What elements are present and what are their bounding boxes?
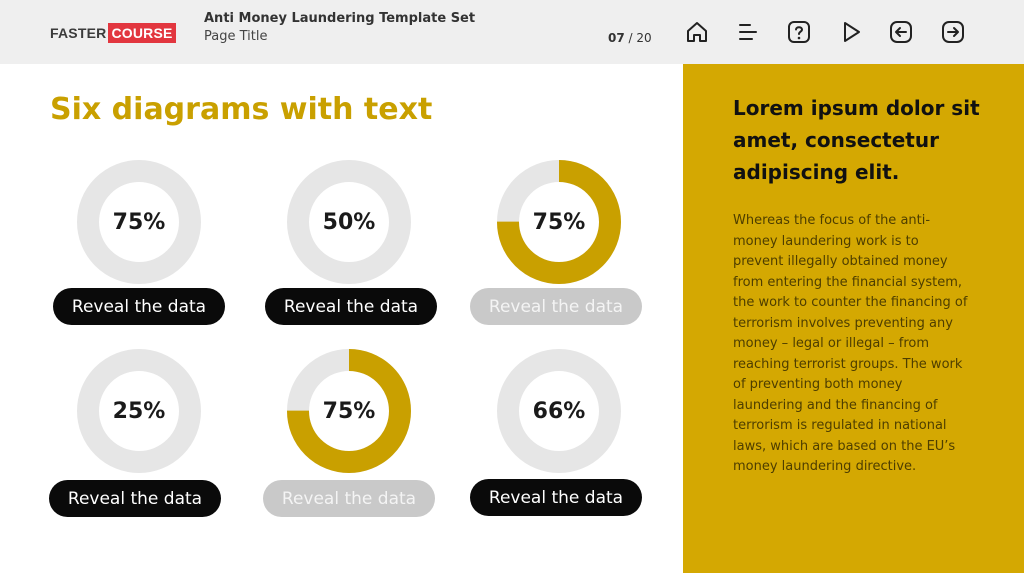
reveal-data-button-6[interactable]: Reveal the data bbox=[470, 479, 642, 516]
course-title: Anti Money Laundering Template Set bbox=[204, 11, 476, 26]
logo-text-course: COURSE bbox=[108, 23, 175, 43]
donut-chart-3 bbox=[496, 159, 622, 285]
donut-chart-2 bbox=[286, 159, 412, 285]
page-total: / 20 bbox=[628, 31, 652, 45]
reveal-data-button-4[interactable]: Reveal the data bbox=[49, 480, 221, 517]
donut-chart-1 bbox=[76, 159, 202, 285]
page-title: Page Title bbox=[204, 29, 268, 44]
help-icon[interactable] bbox=[786, 19, 812, 45]
reveal-data-button-5[interactable]: Reveal the data bbox=[263, 480, 435, 517]
info-panel bbox=[683, 64, 1024, 573]
logo-text-faster: FASTER bbox=[50, 25, 107, 41]
reveal-data-button-3[interactable]: Reveal the data bbox=[470, 288, 642, 325]
donut-value-4: 25% bbox=[112, 398, 166, 424]
slide-heading: Six diagrams with text bbox=[50, 92, 433, 127]
previous-icon[interactable] bbox=[888, 19, 914, 45]
page-counter bbox=[608, 31, 652, 45]
next-icon[interactable] bbox=[940, 19, 966, 45]
course-titles bbox=[204, 11, 475, 44]
play-icon[interactable] bbox=[838, 19, 864, 45]
donut-chart-4 bbox=[76, 348, 202, 474]
info-panel-heading: Lorem ipsum dolor sit amet, consectetur adipiscing elit. bbox=[733, 96, 980, 184]
page-current: 07 bbox=[608, 31, 625, 45]
donut-value-6: 66% bbox=[532, 398, 586, 424]
reveal-data-button-1[interactable]: Reveal the data bbox=[53, 288, 225, 325]
donut-value-3: 75% bbox=[532, 209, 586, 235]
info-panel-body: Whereas the focus of the anti-money laundering work is to prevent illegally obtained money from entering the financial system, the work to counter the financing of terrorism involves preventing any money – legal or illegal – from reaching terrorist groups. The work of preventing both money laundering and the financing of terrorism is regulated in national laws, which are based on the EU’s money laundering directive. bbox=[733, 213, 968, 474]
donut-chart-6 bbox=[496, 348, 622, 474]
faster-course-logo bbox=[50, 22, 176, 44]
donut-value-5: 75% bbox=[322, 398, 376, 424]
reveal-data-button-2[interactable]: Reveal the data bbox=[265, 288, 437, 325]
top-bar bbox=[0, 0, 1024, 64]
donut-value-1: 75% bbox=[112, 209, 166, 235]
donut-chart-5 bbox=[286, 348, 412, 474]
donut-value-2: 50% bbox=[322, 209, 376, 235]
home-icon[interactable] bbox=[684, 19, 710, 45]
menu-icon[interactable] bbox=[736, 19, 762, 45]
